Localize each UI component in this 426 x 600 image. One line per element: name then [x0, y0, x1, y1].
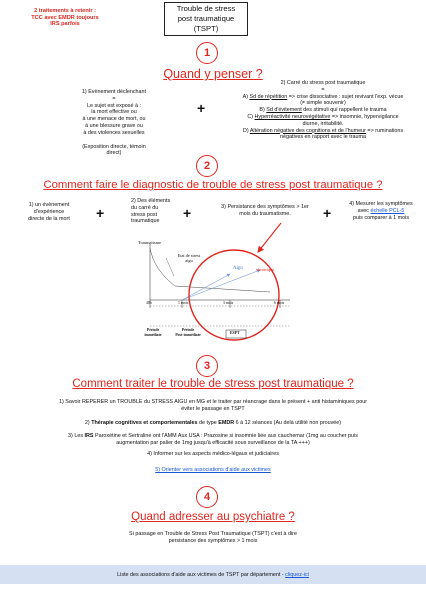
graph-tick-48h: 48h [146, 301, 152, 305]
exposure-line: à des violences sexuelles [83, 129, 145, 136]
stress-square-title: 2) Carré du stress post traumatique [280, 80, 366, 86]
page-title-box [164, 2, 248, 36]
treatment-item-1: 1) Savoir REPERER un TROUBLE du STRESS AIGU en MG et le traiter par réancrage dans le présent + anti histaminiques pour éviter le passage en TSPT [58, 399, 368, 412]
pcl5-link[interactable]: échelle PCL-5 [370, 207, 405, 214]
side-note-line: 2 traitements à retenir : [34, 8, 96, 14]
stress-curve [150, 248, 270, 292]
exposure-line: la mort effective ou [91, 109, 137, 116]
section-4-number: 4 [196, 486, 218, 508]
trigger-event-title: 1) Evènement déclenchant [81, 89, 147, 95]
graph-tick-6-mois: 6 mois [274, 301, 285, 305]
page-title-line: Trouble de stress [176, 4, 236, 13]
graph-espt-label: ESPT [230, 331, 240, 335]
footer-link[interactable]: cliquez-ici [285, 572, 309, 578]
treatment-side-note [22, 8, 108, 28]
criterion-d: D) Altération négative des cognitions et de l'humeur => ruminations [242, 127, 404, 134]
page-title-line: post traumatique [177, 14, 235, 23]
exposure-note: (Exposition directe, témoin [82, 143, 146, 150]
graph-period-post-immediate: Période Post-immédiate [175, 328, 201, 337]
section-2-number: 2 [196, 155, 218, 177]
criterion-c: C) Hyperréactivité neurovégétative => insomnie, hypervigilance [247, 113, 399, 120]
treatment-item-2: 2) Thérapie cognitives et comportementales de type EMDR 6 à 12 séances (Au delà utilité non prouvée) [84, 420, 342, 426]
criterion-4: 4) Mesurer les symptômes avec échelle PCL-5 puis comparer à 1 mois [349, 201, 413, 221]
criterion-2: 2) Des éléments du carré du stress post traumatique [131, 198, 171, 225]
exposure-note: direct) [106, 150, 122, 157]
exposure-line: à une blessure grave ou [85, 122, 143, 129]
criterion-c-cont: diurne, irritabilité. [302, 120, 344, 127]
treatment-item-3: 3) Les IRS Paroxétine et Sertraline ont l'AMM Aux USA : Prazosine si insomnie liée aux cauchemar (1mg au coucher puis augmentation par palier de 1mg jusqu'à efficacité sous surveillance de la TA +++) [68, 433, 358, 446]
graph-tick-3-mois: 3 mois [223, 301, 234, 305]
side-note-line: IRS parfois [50, 21, 80, 28]
side-note-line: TCC avec EMDR toujours [31, 14, 99, 21]
plus-sign: + [197, 100, 206, 116]
footer-text: Liste des associations d'aide aux victimes de TSPT par département - cliquez-ici [117, 572, 309, 578]
plus-sign: + [323, 205, 332, 221]
section-1-heading: Quand y penser ? [163, 67, 263, 81]
treatment-item-5 [0, 467, 426, 474]
pointer-arrow [258, 223, 281, 252]
victim-associations-link[interactable]: 5) Orienter vers associations d'aide aux victimes [155, 467, 271, 473]
plus-sign: + [183, 205, 192, 221]
equals-sign: = [321, 86, 325, 93]
section-1-number: 1 [196, 42, 218, 64]
section-4-heading: Quand adresser au psychiatre ? [131, 511, 295, 523]
graph-aigu-label: Aigu [233, 266, 243, 271]
criterion-3: 3) Persistance des symptômes > 1er mois du traumatisme. [221, 204, 309, 217]
criterion-1: 1) un évènement d'expérience directe de la mort [28, 202, 70, 222]
exposure-line: à une menace de mort, ou [82, 116, 146, 123]
section-1-left-block [64, 89, 164, 157]
criterion-a-cont: (≠ simple souvenir) [300, 100, 346, 107]
treatment-item-4: 4) Informer sur les aspects médico-légaux et judiciaires [147, 451, 279, 457]
section-3-number: 3 [196, 355, 218, 377]
exposure-line: Le sujet est exposé à : [87, 102, 141, 109]
criterion-d-cont: négatives en rapport avec le trauma [279, 134, 366, 141]
criterion-b: B) Sd d'évitement des stimuli qui rappellent le trauma [259, 107, 387, 114]
section-2-heading: Comment faire le diagnostic de trouble de stress post traumatique ? [43, 179, 383, 191]
highlight-circle [189, 250, 279, 340]
graph-chronique-label: chronique [256, 267, 275, 272]
plus-sign: + [96, 205, 105, 221]
graph-etat-label: Etat de stress aigu [177, 253, 201, 263]
graph-tick-1-mois: 1 mois [178, 301, 189, 305]
criterion-a: A) Sd de répétition => crise dissociative : sujet revivant l'exp. vécue [242, 93, 404, 100]
section-3-heading: Comment traiter le trouble de stress post traumatique ? [72, 378, 354, 390]
equals-sign: = [112, 95, 116, 102]
graph-period-immediate: Période immédiate [144, 328, 162, 337]
page-title-line: (TSPT) [193, 24, 219, 33]
referral-text: Si passage en Trouble de Stress Post Traumatique (TSPT) c'est à dire persistance des symptômes > 1 mois [129, 531, 297, 544]
section-1-right-block [220, 80, 426, 141]
graph-traumatisme-label: Traumatisme [138, 240, 162, 245]
